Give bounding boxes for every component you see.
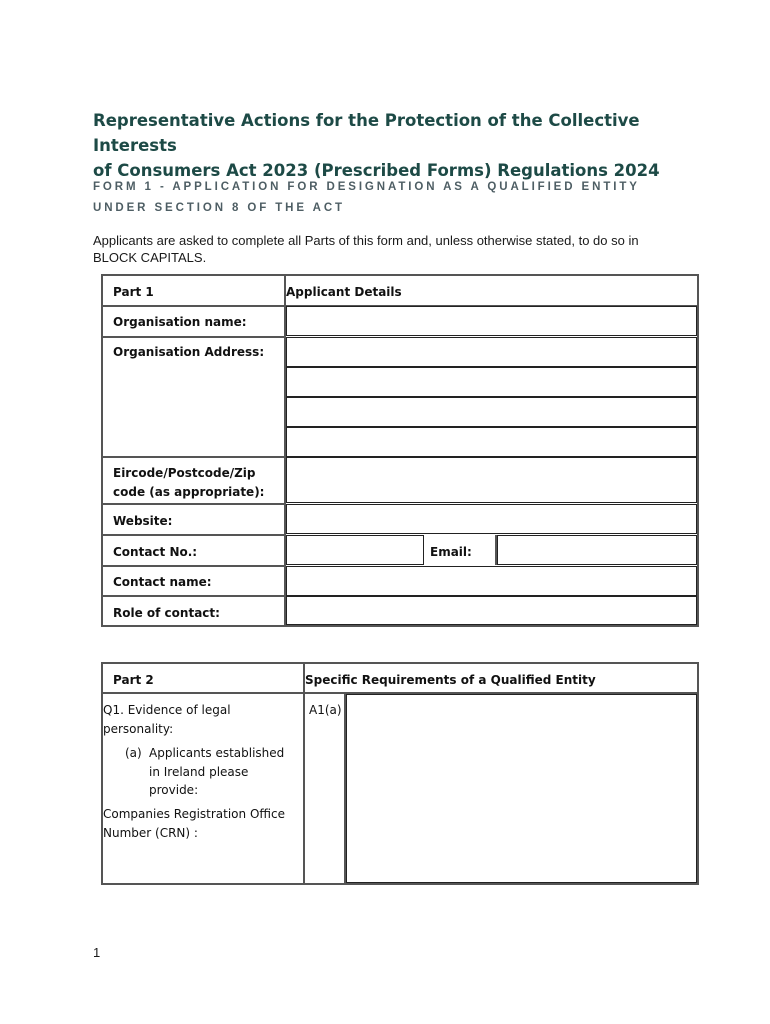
email-field[interactable]: [497, 535, 697, 565]
instructions-line-2: BLOCK CAPITALS.: [93, 250, 207, 265]
part1-left-border: [101, 274, 103, 627]
form-heading: [93, 177, 693, 219]
role-of-contact-field[interactable]: [286, 596, 697, 625]
row-separator: [101, 595, 286, 597]
answer-ref-label: A1(a): [309, 703, 342, 717]
eircode-field[interactable]: [286, 457, 697, 503]
address-line-4-field[interactable]: [286, 427, 697, 457]
q1-line-1: Q1. Evidence of legal: [103, 703, 231, 717]
address-line-1-field[interactable]: [286, 337, 697, 367]
row-separator: [101, 534, 286, 536]
q1a-text: [149, 744, 284, 800]
page-number: 1: [93, 945, 101, 960]
part2-top-border: [101, 662, 699, 664]
part1-bottom-border: [101, 625, 699, 627]
role-of-contact-label: Role of contact:: [113, 606, 220, 620]
contact-name-field[interactable]: [286, 566, 697, 596]
q1-line-2: personality:: [103, 721, 174, 736]
row-separator: [101, 456, 286, 458]
part1-heading: Applicant Details: [286, 285, 402, 299]
cro-line-2: Number (CRN) :: [103, 825, 198, 840]
cro-line-1: Companies Registration Office: [103, 807, 285, 821]
organisation-name-field[interactable]: [286, 306, 697, 336]
part2-right-border: [697, 662, 699, 885]
part2-left-border: [101, 662, 103, 885]
organisation-name-label: Organisation name:: [113, 315, 247, 329]
part1-label: Part 1: [113, 285, 154, 299]
eircode-label: [113, 464, 264, 502]
row-separator: [101, 503, 286, 505]
q1a-line-3: provide:: [149, 783, 199, 797]
cro-label: [103, 805, 285, 842]
page-title: [93, 108, 713, 183]
q1a-line-1: Applicants established: [149, 746, 285, 760]
email-label: Email:: [430, 545, 472, 559]
address-line-2-field[interactable]: [286, 367, 697, 397]
row-separator: [101, 565, 286, 567]
part2-label: Part 2: [113, 673, 154, 687]
address-line-3-field[interactable]: [286, 397, 697, 427]
contact-name-label: Contact name:: [113, 575, 212, 589]
crn-answer-field[interactable]: [346, 694, 697, 883]
row-separator: [101, 336, 286, 338]
title-line-1: Representative Actions for the Protection of the Collective Interests: [93, 111, 640, 155]
organisation-address-label: Organisation Address:: [113, 345, 265, 359]
title-line-2: of Consumers Act 2023 (Prescribed Forms) Regulations 2024: [93, 161, 660, 180]
part2-column-divider: [303, 662, 305, 885]
website-field[interactable]: [286, 504, 697, 534]
part2-heading: Specific Requirements of a Qualified Entity: [305, 673, 596, 687]
instructions: [93, 232, 693, 266]
form-heading-line-1: FORM 1 - APPLICATION FOR DESIGNATION AS A QUALIFIED ENTITY: [93, 181, 640, 193]
row-separator: [101, 305, 286, 307]
part1-right-border: [697, 274, 699, 627]
eircode-label-line-1: Eircode/Postcode/Zip: [113, 466, 256, 480]
part1-top-border: [101, 274, 699, 276]
contact-no-label: Contact No.:: [113, 545, 198, 559]
q1a-marker: (a): [125, 746, 142, 760]
contact-no-field[interactable]: [286, 535, 424, 565]
part2-bottom-border: [101, 883, 699, 885]
eircode-label-line-2: code (as appropriate):: [113, 485, 265, 499]
q1-question: [103, 701, 231, 738]
q1a-line-2: in Ireland please: [149, 764, 249, 779]
form-heading-line-2: UNDER SECTION 8 OF THE ACT: [93, 202, 345, 214]
website-label: Website:: [113, 514, 173, 528]
instructions-line-1: Applicants are asked to complete all Parts of this form and, unless otherwise stated, to do so in: [93, 233, 639, 248]
